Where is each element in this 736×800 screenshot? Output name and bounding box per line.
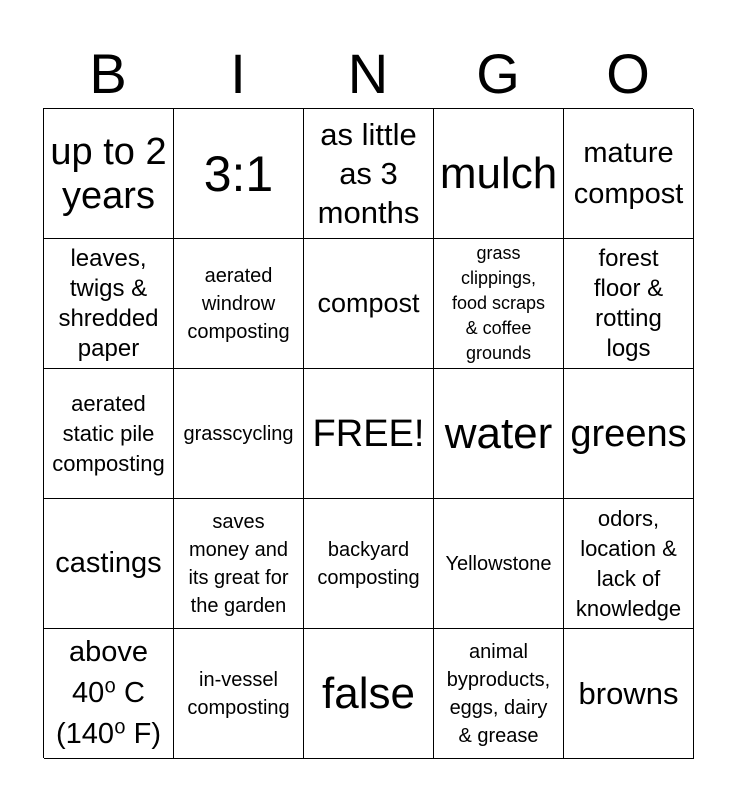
bingo-cell-text: odors, location & lack of knowledge (575, 505, 682, 621)
bingo-cell-r1-c1[interactable] (44, 109, 174, 239)
bingo-cell-r5-c3[interactable] (304, 629, 434, 759)
free-space-text: FREE! (312, 412, 425, 455)
bingo-cell-text: browns (578, 676, 679, 711)
bingo-cell-text: false (322, 668, 415, 718)
bingo-cell-text: saves money and its great for the garden (188, 510, 289, 617)
bingo-cell-text: mature compost (573, 136, 684, 210)
bingo-board (43, 108, 693, 758)
bingo-cell-r2-c4[interactable] (434, 239, 564, 369)
bingo-cell-r5-c4[interactable] (434, 629, 564, 759)
bingo-cell-text: up to 2 years (50, 130, 167, 217)
header-letter-g: G (476, 42, 520, 105)
bingo-cell-r2-c5[interactable] (564, 239, 694, 369)
bingo-cell-r1-c2[interactable] (174, 109, 304, 239)
header-letter-b: B (89, 42, 127, 105)
bingo-cell-text: aerated windrow composting (187, 264, 290, 343)
header-letter-n: N (347, 42, 389, 105)
bingo-cell-text: greens (570, 412, 687, 455)
bingo-cell-text: backyard composting (317, 538, 420, 589)
bingo-cell-text: forest floor & rotting logs (593, 244, 664, 362)
bingo-cell-free[interactable] (304, 369, 434, 499)
bingo-cell-r5-c2[interactable] (174, 629, 304, 759)
bingo-cell-text: in-vessel composting (187, 668, 290, 719)
bingo-cell-text: 3:1 (203, 145, 274, 202)
bingo-cell-r4-c5[interactable] (564, 499, 694, 629)
bingo-cell-text: mulch (439, 148, 558, 198)
bingo-cell-r4-c4[interactable] (434, 499, 564, 629)
bingo-cell-r3-c1[interactable] (44, 369, 174, 499)
header-letter-i: I (230, 42, 246, 105)
bingo-cell-r5-c1[interactable] (44, 629, 174, 759)
bingo-cell-r4-c2[interactable] (174, 499, 304, 629)
bingo-cell-r1-c5[interactable] (564, 109, 694, 239)
bingo-cell-text: water (444, 408, 553, 458)
bingo-cell-text: aerated static pile composting (52, 390, 165, 476)
bingo-cell-r1-c4[interactable] (434, 109, 564, 239)
bingo-cell-text: grass clippings, food scraps & coffee grounds (451, 243, 546, 363)
bingo-cell-r5-c5[interactable] (564, 629, 694, 759)
bingo-cell-text: animal byproducts, eggs, dairy & grease (446, 640, 551, 747)
bingo-cell-text: above 40⁰ C (140⁰ F) (55, 636, 162, 750)
bingo-cell-text: grasscycling (183, 422, 294, 445)
bingo-cell-text: leaves, twigs & shredded paper (58, 244, 159, 362)
bingo-cell-text: castings (55, 547, 162, 579)
header-letter-o: O (606, 42, 650, 105)
bingo-cell-r2-c3[interactable] (304, 239, 434, 369)
bingo-cell-r2-c1[interactable] (44, 239, 174, 369)
bingo-cell-text: as little as 3 months (317, 117, 420, 230)
bingo-cell-r3-c5[interactable] (564, 369, 694, 499)
bingo-cell-r3-c2[interactable] (174, 369, 304, 499)
bingo-cell-text: compost (317, 288, 420, 318)
bingo-cell-text: Yellowstone (445, 552, 552, 575)
bingo-cell-r2-c2[interactable] (174, 239, 304, 369)
bingo-cell-r4-c1[interactable] (44, 499, 174, 629)
bingo-header (43, 40, 693, 108)
bingo-cell-r1-c3[interactable] (304, 109, 434, 239)
bingo-cell-r4-c3[interactable] (304, 499, 434, 629)
bingo-cell-r3-c4[interactable] (434, 369, 564, 499)
